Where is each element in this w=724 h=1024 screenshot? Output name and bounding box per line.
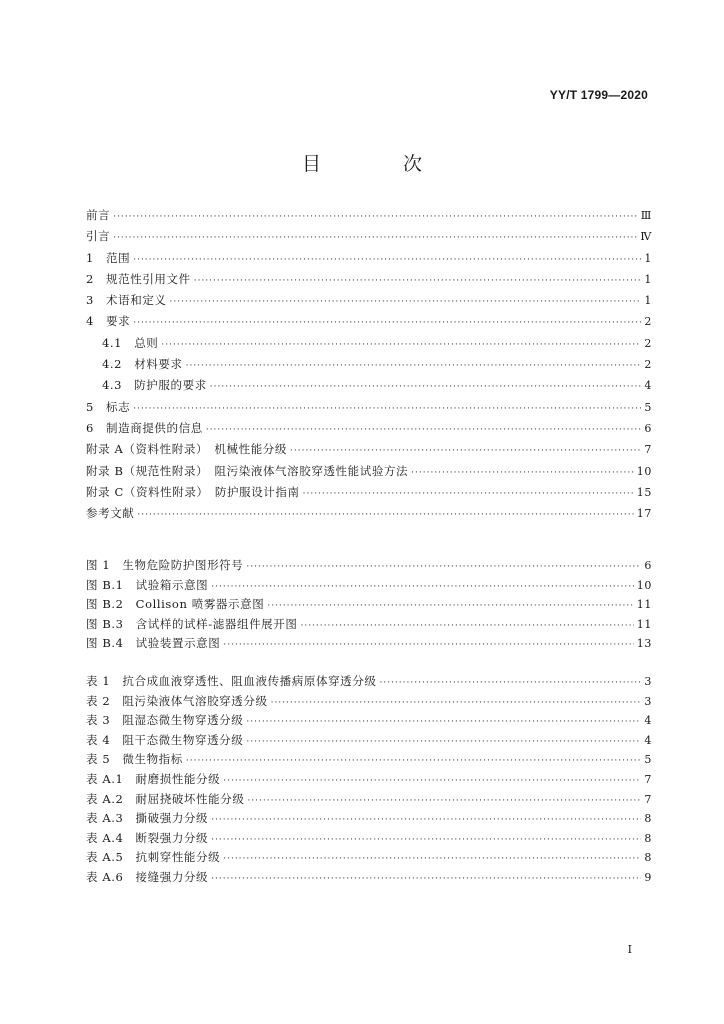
- dot-leader: [290, 446, 641, 456]
- toc-entry-label: 6 制造商提供的信息: [86, 420, 203, 435]
- toc-entry-page: 10: [636, 464, 652, 478]
- toc-entry[interactable]: [86, 849, 652, 869]
- toc-entry-label: 表 A.4 断裂强力分级: [86, 830, 209, 845]
- toc-entry[interactable]: [86, 228, 652, 249]
- toc-entry-label: 表 A.3 撕破强力分级: [86, 811, 209, 826]
- toc-entry[interactable]: [86, 335, 652, 356]
- toc-entry-label: 参考文献: [86, 506, 135, 521]
- toc-entry[interactable]: [86, 732, 652, 752]
- toc-entry-label: 表 A.6 接缝强力分级: [86, 869, 209, 884]
- toc-entry[interactable]: [86, 810, 652, 830]
- toc-entry[interactable]: [86, 377, 652, 398]
- toc-entry-page: 5: [644, 753, 652, 767]
- toc-entry[interactable]: [86, 712, 652, 732]
- toc-entry-label: 图 B.4 试验装置示意图: [86, 636, 221, 651]
- toc-entry[interactable]: [86, 356, 652, 377]
- dot-leader: [303, 489, 634, 499]
- dot-leader: [170, 297, 642, 307]
- toc-entry-page: 7: [644, 792, 652, 806]
- toc-entry-label: 图 B.1 试验箱示意图: [86, 577, 209, 592]
- toc-entry-page: 1: [644, 272, 652, 286]
- toc-entry[interactable]: [86, 420, 652, 441]
- toc-entry[interactable]: [86, 441, 652, 462]
- toc-entry[interactable]: [86, 557, 652, 577]
- page-title: 目 次: [301, 153, 461, 175]
- dot-leader: [246, 737, 641, 747]
- dot-leader: [379, 678, 641, 688]
- toc-entry[interactable]: [86, 791, 652, 811]
- toc-entry-page: 8: [644, 812, 652, 826]
- toc-entry-label: 图 B.2 Collison 喷雾器示意图: [86, 597, 265, 612]
- toc-entry-label: 附录 B（规范性附录） 阻污染液体气溶胶穿透性能试验方法: [86, 463, 409, 478]
- toc-entry[interactable]: [86, 830, 652, 850]
- dot-leader: [267, 601, 633, 611]
- toc-entry-page: Ⅳ: [640, 230, 652, 244]
- dot-leader: [411, 468, 634, 478]
- page-number: I: [627, 943, 632, 956]
- toc-entry-label: 图 B.3 含试样的试样-滤器组件展开图: [86, 616, 298, 631]
- toc-entry-label: 2 规范性引用文件: [86, 271, 191, 286]
- toc-entry-page: 4: [644, 733, 652, 747]
- toc-entry-page: 10: [636, 578, 652, 592]
- dot-leader: [133, 404, 641, 414]
- dot-leader: [246, 717, 641, 727]
- toc-entry-label: 附录 A（资料性附录） 机械性能分级: [86, 442, 288, 457]
- toc-entry-page: 2: [644, 336, 652, 350]
- dot-leader: [133, 255, 641, 265]
- toc-entry-label: 4 要求: [86, 314, 131, 329]
- dot-leader: [211, 835, 641, 845]
- toc-entry[interactable]: [86, 250, 652, 271]
- dot-leader: [223, 776, 641, 786]
- dot-leader: [246, 562, 641, 572]
- toc-entry[interactable]: [86, 596, 652, 616]
- toc-entry[interactable]: [86, 693, 652, 713]
- dot-leader: [247, 796, 641, 806]
- toc-tables-list: [86, 673, 652, 889]
- toc-entry-page: 6: [644, 559, 652, 572]
- dot-leader: [194, 276, 642, 286]
- toc-entry[interactable]: [86, 771, 652, 791]
- toc-entry-label: 1 范围: [86, 250, 131, 265]
- toc-entry-page: 9: [644, 870, 652, 884]
- toc-entry[interactable]: [86, 207, 652, 228]
- toc-entry-page: 1: [644, 294, 652, 308]
- toc-entry-page: 17: [636, 507, 652, 521]
- toc-entry[interactable]: [86, 505, 652, 526]
- toc-entry-page: 6: [644, 421, 652, 435]
- toc-entry-label: 图 1 生物危险防护图形符号: [86, 558, 244, 572]
- toc-entry-label: 表 A.1 耐磨损性能分级: [86, 771, 221, 786]
- toc-entry-page: 3: [644, 675, 652, 688]
- dot-leader: [206, 425, 642, 435]
- toc-entry[interactable]: [86, 616, 652, 636]
- toc-entry-label: 附录 C（资料性附录） 防护服设计指南: [86, 484, 300, 499]
- dot-leader: [210, 382, 642, 392]
- toc-figures-list: [86, 557, 652, 655]
- toc-entry-label: 引言: [86, 229, 111, 244]
- toc-entry-page: 15: [636, 485, 652, 499]
- toc-entry-page: 4: [644, 379, 652, 393]
- toc-entry-label: 表 A.2 耐屈挠破坏性能分级: [86, 791, 245, 806]
- toc-entry-page: 7: [644, 772, 652, 786]
- toc-entry[interactable]: [86, 869, 652, 889]
- toc-entry-label: 3 术语和定义: [86, 293, 167, 308]
- dot-leader: [300, 621, 633, 631]
- dot-leader: [223, 640, 633, 650]
- dot-leader: [133, 318, 641, 328]
- toc-entry-label: 5 标志: [86, 399, 131, 414]
- dot-leader: [113, 212, 638, 222]
- toc-entry[interactable]: [86, 751, 652, 771]
- toc-entry-label: 表 5 微生物指标: [86, 752, 183, 767]
- toc-entry[interactable]: [86, 292, 652, 313]
- toc-entry-page: 1: [644, 251, 652, 265]
- toc-entry-label: 4.3 防护服的要求: [102, 378, 207, 393]
- standard-number: YY/T 1799—2020: [549, 88, 648, 102]
- toc-entry[interactable]: [86, 673, 652, 693]
- toc-entry-page: 5: [644, 400, 652, 414]
- toc-entry-label: 4.2 材料要求: [102, 357, 183, 372]
- toc-entry-page: 8: [644, 851, 652, 865]
- dot-leader: [223, 854, 641, 864]
- toc-entry-page: 2: [644, 315, 652, 329]
- dot-leader: [211, 874, 641, 884]
- toc-entry[interactable]: [86, 635, 652, 655]
- toc-entry-page: 13: [636, 637, 652, 651]
- toc-entry-label: 表 3 阻湿态微生物穿透分级: [86, 713, 244, 728]
- toc-entry[interactable]: [86, 399, 652, 420]
- dot-leader: [211, 815, 641, 825]
- toc-entry-page: 2: [644, 358, 652, 372]
- dot-leader: [113, 233, 637, 243]
- toc-entry[interactable]: [86, 577, 652, 597]
- toc-entry-label: 前言: [86, 208, 111, 222]
- toc-entry[interactable]: [86, 313, 652, 334]
- toc-entry-label: 表 A.5 抗刺穿性能分级: [86, 850, 221, 865]
- toc-entry-label: 表 1 抗合成血液穿透性、阻血液传播病原体穿透分级: [86, 674, 377, 688]
- toc-entry-page: 11: [636, 598, 652, 612]
- toc-entry[interactable]: [86, 271, 652, 292]
- toc-entry-label: 表 2 阻污染液体气溶胶穿透分级: [86, 693, 268, 708]
- dot-leader: [186, 756, 642, 766]
- toc-entry-page: 7: [644, 443, 652, 457]
- dot-leader: [211, 582, 634, 592]
- toc-entry[interactable]: [86, 463, 652, 484]
- toc-entry-page: 11: [636, 617, 652, 631]
- toc-entry-page: 3: [644, 694, 652, 708]
- toc-entry-page: 4: [644, 714, 652, 728]
- dot-leader: [271, 698, 642, 708]
- dot-leader: [161, 340, 641, 350]
- toc-entry-page: 8: [644, 831, 652, 845]
- dot-leader: [137, 510, 633, 520]
- toc-entry[interactable]: [86, 484, 652, 505]
- toc-entry-label: 4.1 总则: [102, 335, 159, 350]
- toc-entry-page: Ⅲ: [640, 209, 652, 222]
- dot-leader: [186, 361, 642, 371]
- toc-main-list: [86, 207, 652, 526]
- toc-entry-label: 表 4 阻干态微生物穿透分级: [86, 732, 244, 747]
